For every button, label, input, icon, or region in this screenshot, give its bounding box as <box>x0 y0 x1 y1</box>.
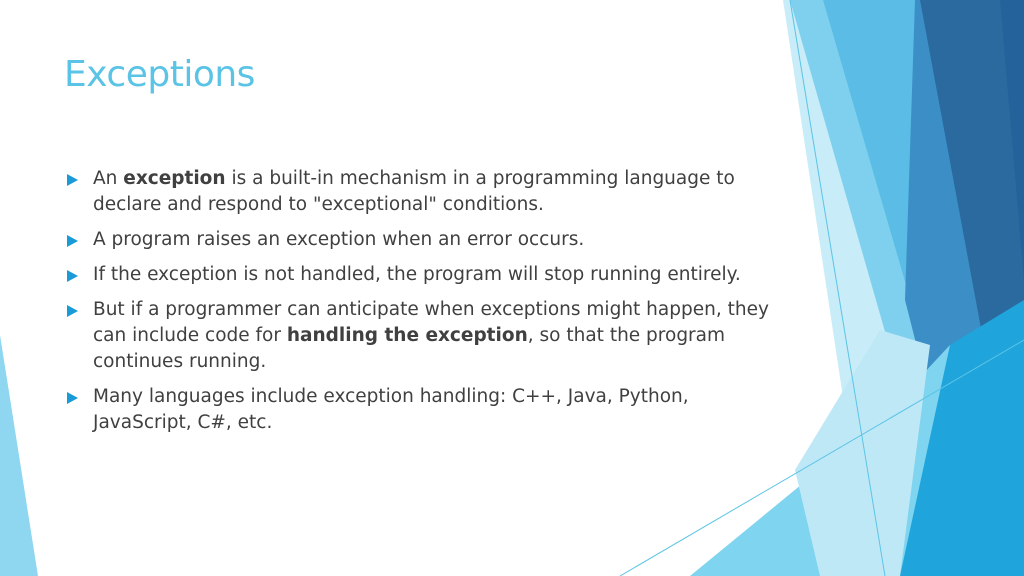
bullet-arrow-icon <box>67 235 78 247</box>
bullet-bold-term: handling the exception <box>286 325 528 346</box>
bullet-item <box>64 227 784 253</box>
bullet-text-run: But if a programmer can anticipate when exceptions might happen, they can include code for <box>93 299 769 346</box>
bullet-arrow-icon <box>67 174 78 186</box>
bullet-text-run: Many languages include exception handling: C++, Java, Python, JavaScript, C#, etc. <box>93 386 689 433</box>
bullet-text <box>93 384 784 436</box>
bullet-arrow-icon <box>67 270 78 282</box>
bullet-list <box>64 166 784 445</box>
bullet-text-run: An <box>93 168 124 189</box>
bullet-text-run: If the exception is not handled, the program will stop running entirely. <box>93 264 741 285</box>
left-edge-shape <box>0 335 38 576</box>
bullet-item <box>64 262 784 288</box>
bullet-text <box>93 262 784 288</box>
bullet-arrow-icon <box>67 392 78 404</box>
bullet-text-run: is a built-in mechanism in a programming language to declare and respond to "exceptional" conditions. <box>93 168 735 215</box>
bullet-arrow-icon <box>67 305 78 317</box>
bullet-item <box>64 166 784 218</box>
bullet-text-run: A program raises an exception when an error occurs. <box>93 229 585 250</box>
bullet-item <box>64 297 784 375</box>
bullet-text-run: , so that the program continues running. <box>93 325 726 372</box>
bullet-bold-term: exception <box>123 168 226 189</box>
bullet-text <box>93 227 784 253</box>
bullet-text <box>93 297 784 375</box>
bullet-text <box>93 166 784 218</box>
bullet-item <box>64 384 784 436</box>
slide-title: Exceptions <box>64 54 255 95</box>
